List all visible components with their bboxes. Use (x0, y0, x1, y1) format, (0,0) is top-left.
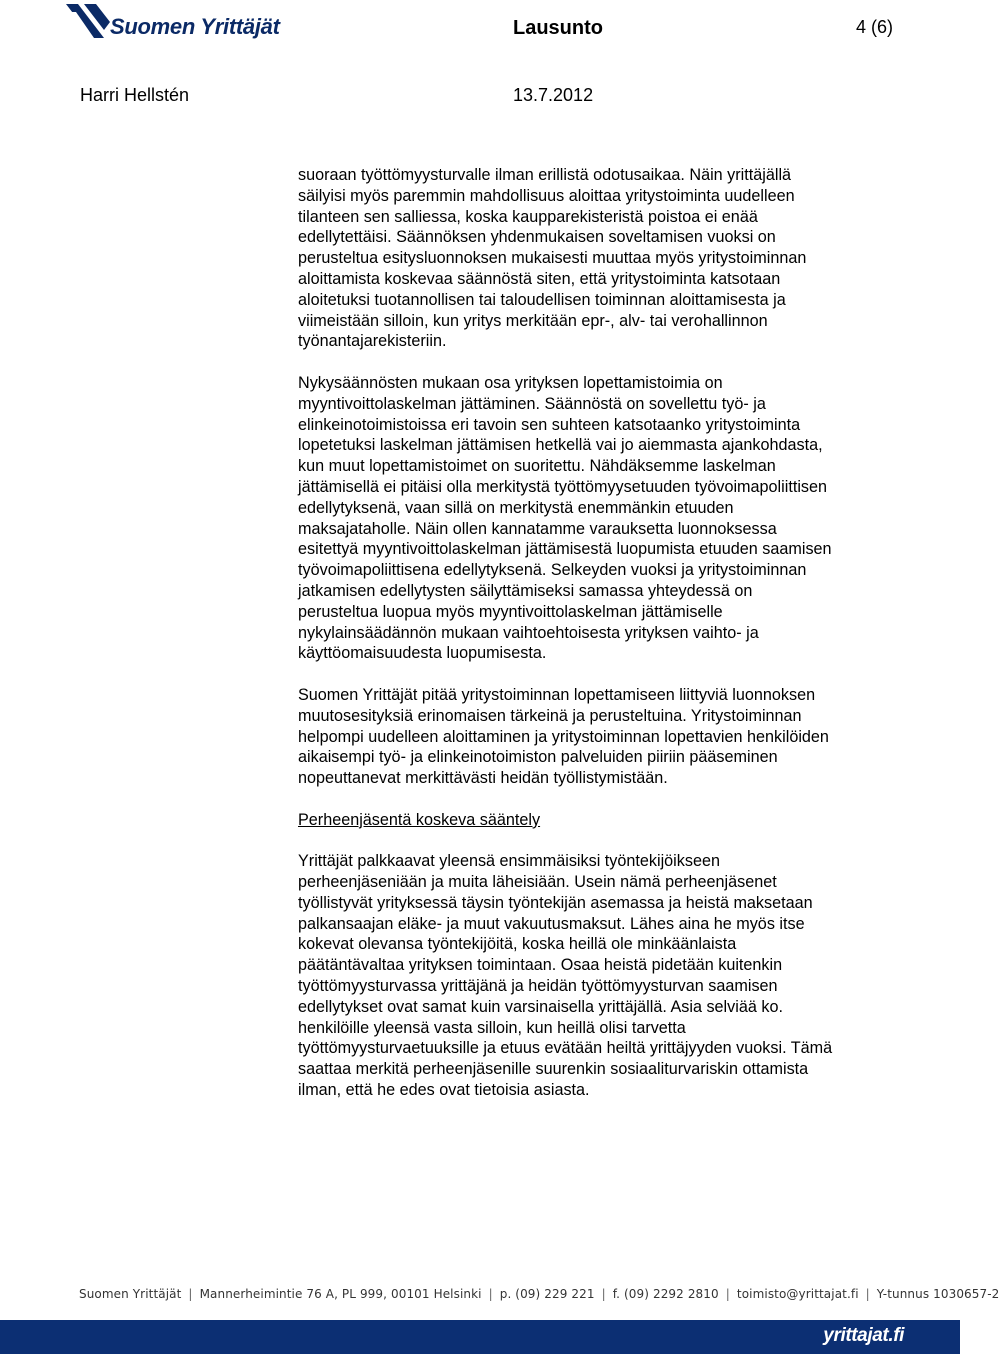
footer-phone: p. (09) 229 221 (499, 1287, 595, 1301)
footer-bar (0, 1320, 960, 1354)
footer-separator: | (601, 1287, 606, 1301)
footer-contact (79, 1287, 999, 1301)
brand-name: Suomen Yrittäjät (110, 14, 280, 39)
document-type: Lausunto (513, 17, 603, 39)
paragraph: Nykysäännösten mukaan osa yrityksen lopettamistoimia on myyntivoittolaskelman jättäminen. Säännöstä on sovellettu työ- ja elinkeinotoimistoissa eri tavoin sen suhteen katsotaanko yritystoiminta lopetetuksi laskelman jättämisen hetkellä vai jo aiemmasta ajankohdasta, kun muut lopettamistoimet on suoritettu. Nähdäksemme laskelman jättämisellä ei pitäisi olla merkitystä työttömyysetuuden työvoimapoliittisen edellytyksenä, vaan sillä on merkitystä enemmänkin etuuden maksajataholle. Näin ollen kannatamme varauksetta luonnoksessa esitettyä myyntivoittolaskelman jättämisestä luopumista etuuden saamisen työvoimapoliittisena edellytyksenä. Selkeyden vuoksi ja yritystoiminnan jatkamisen edellytysten säilyttämiseksi samassa yhteydessä on perusteltua luopua myös myyntivoittolaskelman jättämiselle nykylainsäädännön mukaan vaihtoehtoisesta yrityksen vaihto- ja käyttöomaisuudesta luopumisesta. (298, 373, 832, 663)
site-brand: yrittajat.fi (823, 1325, 904, 1346)
footer-separator: | (188, 1287, 193, 1301)
footer-fax: f. (09) 2292 2810 (612, 1287, 719, 1301)
page-number: 4 (6) (856, 17, 894, 37)
footer-org: Suomen Yrittäjät (79, 1287, 182, 1301)
logo-mark-icon (64, 2, 112, 42)
paragraph: Suomen Yrittäjät pitää yritystoiminnan lopettamiseen liittyviä luonnoksen muutosesityksiä erinomaisen tärkeinä ja perusteltuina. Yritystoiminnan helpompi uudelleen aloittaminen ja yritystoiminnan lopettavien henkilöiden aikaisempi työ- ja elinkeinotoimiston palveluiden piiriin pääseminen nopeuttanevat merkittävästi heidän työllistymistään. (298, 685, 829, 788)
footer-separator: | (488, 1287, 493, 1301)
footer-address: Mannerheimintie 76 A, PL 999, 00101 Helsinki (199, 1287, 482, 1301)
section-heading: Perheenjäsentä koskeva sääntely (298, 810, 541, 829)
footer-separator: | (725, 1287, 730, 1301)
author: Harri Hellstén (80, 85, 190, 105)
document-date: 13.7.2012 (513, 85, 594, 105)
paragraph: suoraan työttömyysturvalle ilman erillistä odotusaikaa. Näin yrittäjällä säilyisi myös paremmin mahdollisuus aloittaa yritystoiminta uudelleen tilanteen sen salliessa, koska kaupparekisteristä poistoa ei enää edellytettäisi. Säännöksen yhdenmukaisen soveltamisen vuoksi on perusteltua esitysluonnoksen mukaisesti muuttaa myös yritystoiminnan aloittamista koskevaa säännöstä siten, että yritystoiminta katsotaan aloitetuksi tuotannollisen tai taloudellisen toiminnan aloittamisesta ja viimeistään silloin, kun yritys merkitään epr-, alv- tai verohallinnon työnantajarekisteriin. (298, 166, 807, 351)
brand-logo (64, 2, 284, 42)
footer-business-id: Y-tunnus 1030657-2 (876, 1287, 999, 1301)
footer-separator: | (865, 1287, 870, 1301)
footer-email: toimisto@yrittajat.fi (736, 1287, 859, 1301)
document-body (298, 165, 908, 1122)
paragraph: Yrittäjät palkkaavat yleensä ensimmäisiksi työntekijöikseen perheenjäseniään ja muita läheisiään. Usein nämä perheenjäsenet työllistyvät yrityksessä täysin työntekijän asemassa ja heistä maksetaan palkansaajan eläke- ja muut vakuutusmaksut. Lähes aina he myös itse kokevat olevansa työntekijöitä, koska heillä ole minkäänlaista päätäntävaltaa yrityksen toimintaan. Osaa heistä pidetään kuitenkin työttömyysturvassa yrittäjänä ja heidän työttömyysturvan saamisen edellytykset ovat samat kuin varsinaisella yrittäjällä. Asia selviää ko. henkilöille yleensä vasta silloin, kun heillä olisi tarvetta työttömyysturvaetuuksille ja etuus evätään heiltä yrittäjyyden vuoksi. Tämä saattaa merkitä perheenjäsenille suurenkin sosiaaliturvariskin ottamista ilman, että he edes ovat tietoisia asiasta. (298, 852, 833, 1100)
